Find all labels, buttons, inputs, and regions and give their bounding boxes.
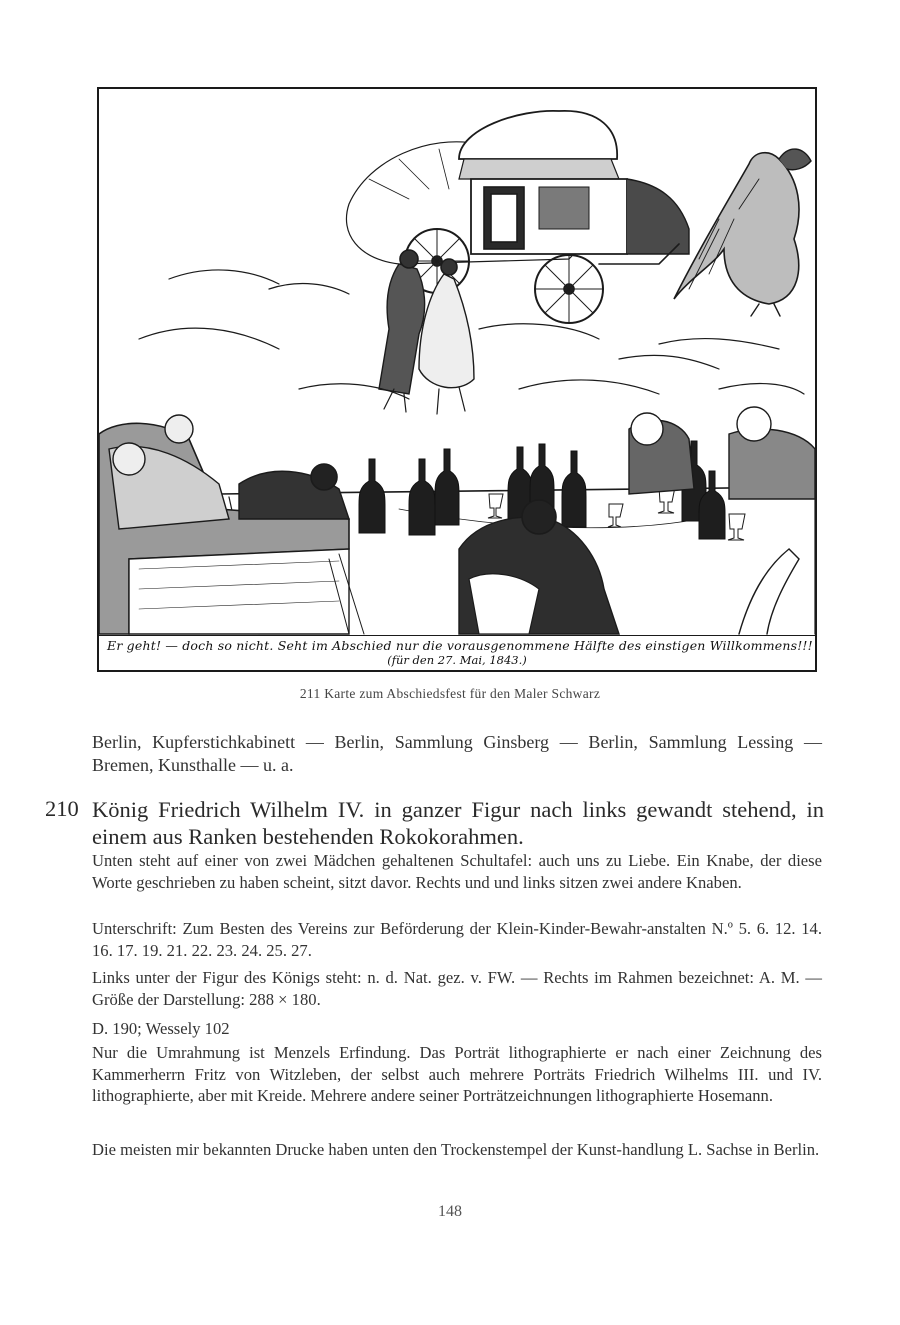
note-paragraph: Nur die Umrahmung ist Menzels Erfindung. Das Porträt lithographierte er nach einer Zeichnung des Kammerherrn Fritz von Witzleben, der selbst auch mehrere Porträts Friedrich Wilhelms III. und IV. lithographierte, aber mit Kreide. Mehrere andere seiner Porträtzeichnungen lithographierte Hosemann. bbox=[92, 1043, 822, 1105]
signature-paragraph: Links unter der Figur des Königs steht: n. d. Nat. gez. v. FW. — Rechts im Rahmen bezeichnet: A. M. — Größe der Darstellung: 288 × 180. bbox=[92, 968, 822, 1009]
entry-title: König Friedrich Wilhelm IV. in ganzer Figur nach links gewandt stehend, in einem aus Ranken bestehenden Rokokorahmen. bbox=[92, 797, 824, 849]
page-number: 148 bbox=[438, 1203, 462, 1220]
inscription-paragraph: Unterschrift: Zum Besten des Vereins zur Beförderung der Klein-Kinder-Bewahr-anstalten N.º 5. 6. 12. 14. 16. 17. 19. 21. 22. 23. 24. 25. 27. bbox=[92, 919, 822, 960]
figure-caption: 211 Karte zum Abschiedsfest für den Maler Schwarz bbox=[299, 686, 601, 701]
description-paragraph: Unten steht auf einer von zwei Mädchen gehaltenen Schultafel: auch uns zu Liebe. Ein Knabe, der diese Worte geschrieben zu haben scheint, sitzt davor. Rechts und und links sitzen zwei andere Knaben. bbox=[92, 851, 822, 892]
inscription-line-2: (für den 27. Mai, 1843.) bbox=[387, 653, 527, 667]
stamp-paragraph: Die meisten mir bekannten Drucke haben unten den Trockenstempel der Kunst-handlung L. Sachse in Berlin. bbox=[92, 1140, 820, 1159]
reference-paragraph: D. 190; Wessely 102 bbox=[92, 1019, 230, 1038]
provenance-list: Berlin, Kupferstichkabinett — Berlin, Sammlung Ginsberg — Berlin, Sammlung Lessing — Bremen, Kunsthalle — u. a. bbox=[92, 732, 822, 775]
inscription-line-1: Er geht! — doch so nicht. Seht im Abschied nur die vorausgenommene Hälfte des einstigen Willkommens!!! bbox=[107, 638, 813, 653]
inscription-strip bbox=[99, 635, 815, 670]
illustration-plate bbox=[97, 87, 817, 672]
pen-drawing bbox=[99, 89, 815, 636]
catalogue-number: 210 bbox=[45, 796, 79, 821]
